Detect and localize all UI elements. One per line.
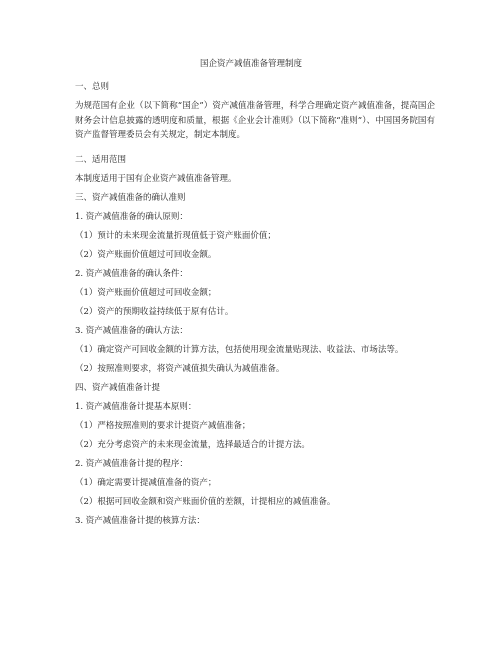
- section-heading-recognition: 三、资产减值准备的确认准则: [75, 193, 186, 203]
- list-item: （1）预计的未来现金流量折现值低于资产账面价值；: [75, 231, 276, 241]
- subheading-conditions: 2. 资产减值准备的确认条件：: [75, 269, 188, 279]
- section-body-general: 为规范国有企业（以下简称“国企”）资产减值准备管理，科学合理确定资产减值准备，提高国企财务会计信息披露的透明度和质量，根据《企业会计准则》（以下简称“准则”）、中国国务院国有资产监督管理委员会有关规定，制定本制度。: [75, 101, 435, 140]
- subheading-methods: 3. 资产减值准备的确认方法：: [75, 326, 188, 336]
- section-body-scope: 本制度适用于国有企业资产减值准备管理。: [75, 174, 237, 184]
- list-item: （1）确定资产可回收金额的计算方法，包括使用现金流量贴现法、收益法、市场法等。: [75, 345, 404, 355]
- list-item: （1）严格按照准则的要求计提资产减值准备；: [75, 421, 251, 431]
- subheading-provision-procedure: 2. 资产减值准备计提的程序：: [75, 459, 188, 469]
- list-item: （1）资产账面价值超过可回收金额；: [75, 288, 217, 298]
- subheading-provision-principles: 1. 资产减值准备计提基本原则：: [75, 402, 197, 412]
- list-item: （2）资产的预期收益持续低于原有估计。: [75, 307, 234, 317]
- list-item: （2）资产账面价值超过可回收金额。: [75, 250, 217, 260]
- section-heading-scope: 二、适用范围: [75, 155, 127, 165]
- document-title: 国企资产减值准备管理制度: [199, 59, 302, 69]
- section-heading-general: 一、总则: [75, 82, 110, 92]
- section-heading-provision: 四、资产减值准备计提: [75, 383, 161, 393]
- list-item: （2）按照准则要求，将资产减值损失确认为减值准备。: [75, 364, 285, 374]
- list-item: （1）确定需要计提减值准备的资产；: [75, 478, 217, 488]
- subheading-principles: 1. 资产减值准备的确认原则：: [75, 212, 188, 222]
- subheading-provision-accounting: 3. 资产减值准备计提的核算方法：: [75, 516, 205, 526]
- list-item: （2）充分考虑资产的未来现金流量，选择最适合的计提方法。: [75, 440, 310, 450]
- list-item: （2）根据可回收金额和资产账面价值的差额，计提相应的减值准备。: [75, 497, 336, 507]
